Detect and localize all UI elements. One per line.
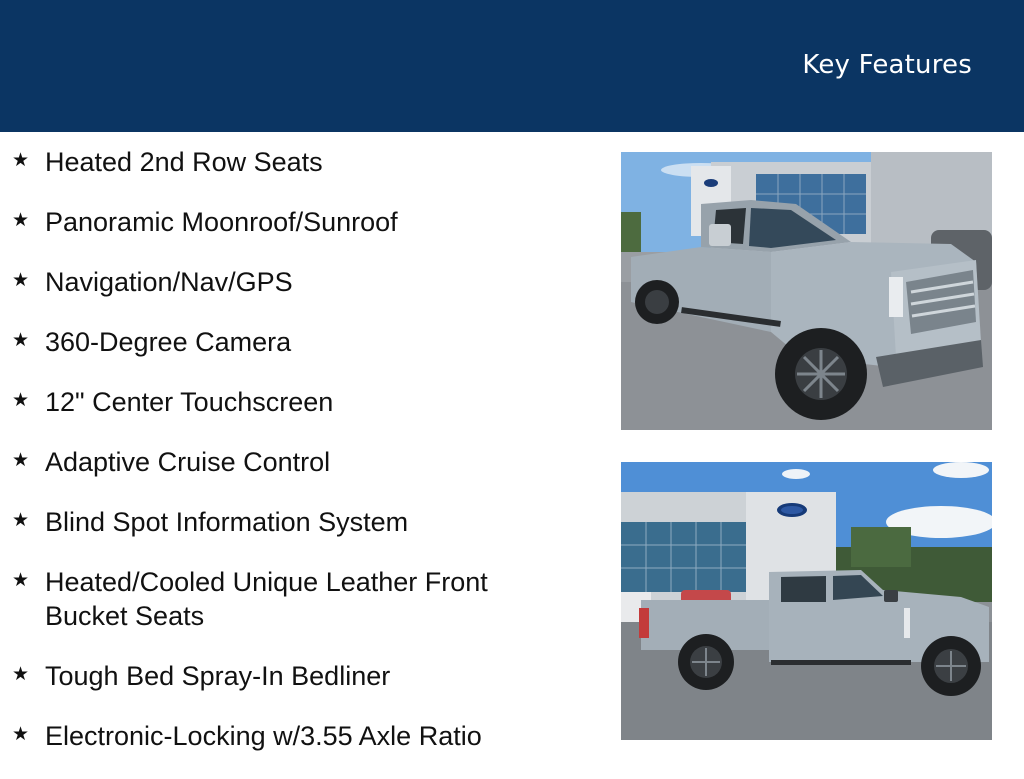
feature-label: 360-Degree Camera (45, 327, 292, 357)
star-icon: ★ (12, 269, 30, 291)
feature-item (12, 445, 572, 479)
feature-label: Panoramic Moonroof/Sunroof (45, 207, 398, 237)
star-icon: ★ (12, 449, 30, 471)
feature-item (12, 145, 572, 179)
truck-side-photo (621, 462, 992, 740)
feature-label: Heated 2nd Row Seats (45, 147, 323, 177)
header-banner (0, 0, 1024, 132)
star-icon: ★ (12, 209, 30, 231)
star-icon: ★ (12, 389, 30, 411)
feature-label: Blind Spot Information System (45, 507, 409, 537)
feature-label: Tough Bed Spray-In Bedliner (45, 661, 391, 691)
feature-item (12, 565, 572, 633)
star-icon: ★ (12, 663, 30, 685)
feature-label: Navigation/Nav/GPS (45, 267, 293, 297)
feature-label: Heated/Cooled Unique Leather Front Bucket Seats (45, 567, 488, 631)
feature-label: Adaptive Cruise Control (45, 447, 331, 477)
feature-item (12, 205, 572, 239)
feature-item (12, 385, 572, 419)
feature-label: Electronic-Locking w/3.55 Axle Ratio (45, 721, 482, 751)
feature-item (12, 659, 572, 693)
feature-item (12, 719, 572, 753)
star-icon: ★ (12, 509, 30, 531)
feature-item (12, 505, 572, 539)
feature-label: 12" Center Touchscreen (45, 387, 334, 417)
truck-front-photo (621, 152, 992, 430)
page-title: Key Features (802, 50, 972, 80)
feature-list (12, 145, 572, 779)
feature-item (12, 265, 572, 299)
feature-item (12, 325, 572, 359)
star-icon: ★ (12, 723, 30, 745)
star-icon: ★ (12, 569, 30, 591)
star-icon: ★ (12, 329, 30, 351)
star-icon: ★ (12, 149, 30, 171)
